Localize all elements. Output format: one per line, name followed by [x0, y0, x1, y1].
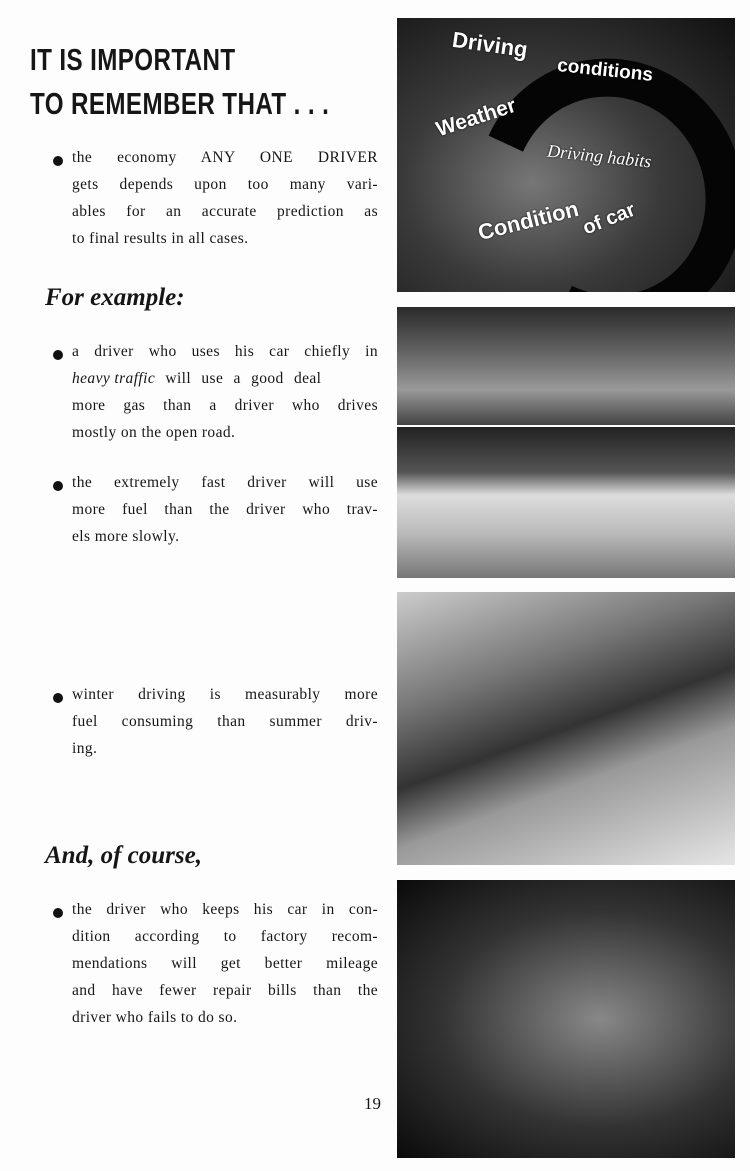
- overlay-text: Condition: [475, 195, 582, 246]
- photo-winter-driving: [397, 592, 735, 865]
- photo-driving-factors: [397, 18, 735, 292]
- and-of-course-heading: And, of course,: [45, 842, 202, 869]
- overlay-text: Driving habits: [546, 140, 653, 172]
- bullet5-line: and have fewer repair bills than the: [72, 982, 378, 999]
- bullet5-line: dition according to factory recom-: [72, 928, 378, 945]
- bullet2-line-rest: will use a good deal: [155, 370, 322, 387]
- bullet1-line: the economy ANY ONE DRIVER: [72, 149, 378, 166]
- heading-line-2: TO REMEMBER THAT . . .: [30, 86, 330, 121]
- overlay-text: of car: [579, 198, 639, 240]
- bullet1-line: to final results in all cases.: [72, 230, 249, 247]
- bullet2-line: a driver who uses his car chiefly in: [72, 343, 378, 360]
- photo-heavy-traffic: [397, 307, 735, 425]
- bullet2-line: more gas than a driver who drives: [72, 397, 378, 414]
- bullet-icon: [53, 693, 63, 703]
- bullet-icon: [53, 156, 63, 166]
- overlay-text: conditions: [556, 55, 654, 86]
- bullet1-line: gets depends upon too many vari-: [72, 176, 378, 193]
- bullet1-line: ables for an accurate prediction as: [72, 203, 378, 220]
- heading-line-1: IT IS IMPORTANT: [30, 42, 236, 77]
- bullet5-line: driver who fails to do so.: [72, 1009, 238, 1026]
- bullet3-line: els more slowly.: [72, 528, 180, 545]
- overlay-text: Weather: [433, 93, 519, 142]
- bullet4-line: winter driving is measurably more: [72, 686, 378, 703]
- photo-fast-car: [397, 427, 735, 578]
- bullet-icon: [53, 481, 63, 491]
- bullet3-line: more fuel than the driver who trav-: [72, 501, 378, 518]
- bullet2-line: mostly on the open road.: [72, 424, 236, 441]
- bullet2-line: [72, 370, 378, 388]
- page-number: 19: [364, 1094, 381, 1113]
- heavy-traffic-emphasis: heavy traffic: [72, 370, 156, 387]
- bullet5-line: mendations will get better mileage: [72, 955, 378, 972]
- photo-car-maintenance: [397, 880, 735, 1158]
- bullet5-line: the driver who keeps his car in con-: [72, 901, 378, 918]
- for-example-heading: For example:: [45, 284, 185, 311]
- bullet4-line: ing.: [72, 740, 98, 757]
- bullet3-line: the extremely fast driver will use: [72, 474, 378, 491]
- overlay-text: Driving: [450, 26, 530, 63]
- bullet-icon: [53, 350, 63, 360]
- bullet4-line: fuel consuming than summer driv-: [72, 713, 378, 730]
- bullet-icon: [53, 908, 63, 918]
